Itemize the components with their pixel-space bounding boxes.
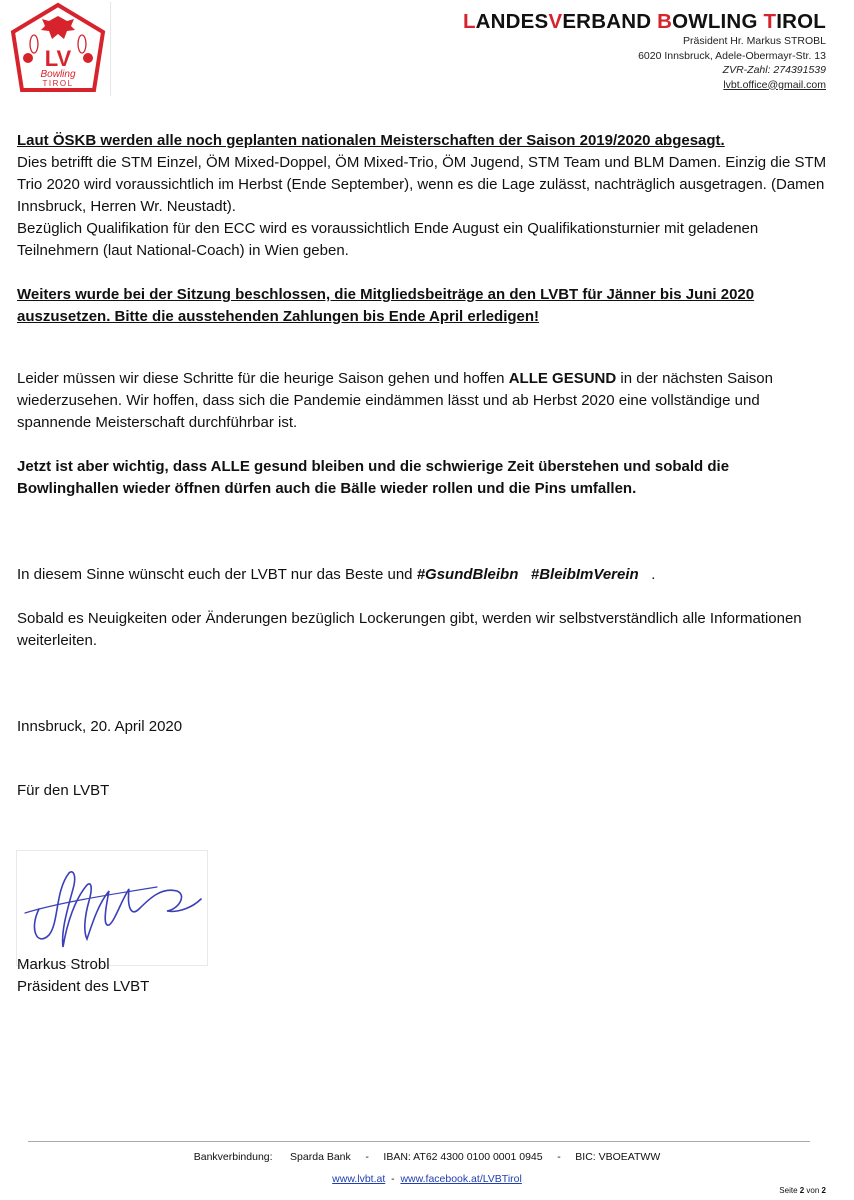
- title-initial-red: V: [548, 10, 563, 33]
- paragraph-affected-championships: Dies betrifft die STM Einzel, ÖM Mixed-Doppel, ÖM Mixed-Trio, ÖM Jugend, STM Team und BLM Damen. Einzig die STM Trio 2020 wird voraussichtlich im Herbst (Ende September), wenn es die Lage zulässt, nachträglich ausgetragen. (Damen Innsbruck, Herren Wr. Neustadt).: [17, 154, 827, 215]
- svg-text:LV: LV: [44, 46, 72, 71]
- footer-bank-details: Bankverbindung: Sparda Bank - IBAN: AT62 4300 0100 0001 0945 - BIC: VBOEATWW: [193, 1151, 661, 1163]
- facebook-link[interactable]: www.facebook.at/LVBTirol: [400, 1173, 522, 1185]
- title-text: ANDES: [475, 10, 549, 33]
- logo-pentagon-icon: [6, 2, 110, 96]
- svg-text:Bowling: Bowling: [40, 69, 76, 80]
- svg-text:TIROL: TIROL: [42, 79, 74, 88]
- title-initial-red: L: [462, 10, 476, 33]
- title-text: ERBAND: [562, 10, 658, 33]
- paragraph-hope-bold: ALLE GESUND: [508, 370, 617, 387]
- signer-name: Markus Strobl: [17, 956, 110, 973]
- email-link[interactable]: lvbt.office@gmail.com: [723, 78, 826, 91]
- wishes-text: In diesem Sinne wünscht euch der LVBT nur das Beste und: [17, 566, 417, 583]
- page-label: Seite: [779, 1186, 800, 1195]
- page-current: 2: [799, 1186, 805, 1195]
- footer-links: [0, 1173, 854, 1185]
- paragraph-hope-text-1: Leider müssen wir diese Schritte für die heurige Saison gehen und hoffen: [17, 370, 509, 387]
- place-date: Innsbruck, 20. April 2020: [17, 718, 183, 735]
- organization-header: [463, 10, 826, 92]
- heading-cancellation: Laut ÖSKB werden alle noch geplanten nationalen Meisterschaften der Saison 2019/2020 abgesagt.: [17, 132, 725, 149]
- page-number: [779, 1186, 826, 1195]
- paragraph-wishes: [17, 564, 829, 586]
- wishes-hashtags: #GsundBleibn #BleibImVerein: [416, 566, 639, 583]
- president-line: Präsident Hr. Markus STROBL: [683, 35, 826, 47]
- website-link[interactable]: www.lvbt.at: [332, 1173, 386, 1185]
- wishes-end: .: [638, 566, 656, 583]
- signature-image: [16, 850, 208, 966]
- zvr-number: ZVR-Zahl: 274391539: [722, 64, 826, 76]
- paragraph-ecc-qualification: Bezüglich Qualifikation für den ECC wird es voraussichtlich Ende August ein Qualifikationsturnier mit geladenen Teilnehmern (laut National-Coach) in Wien geben.: [17, 220, 759, 259]
- signature-scribble-icon: [17, 851, 207, 965]
- lvbt-logo: [6, 2, 111, 96]
- footer-link-separator: -: [385, 1173, 401, 1185]
- paragraph-stay-healthy: Jetzt ist aber wichtig, dass ALLE gesund bleiben und die schwierige Zeit überstehen und sobald die Bowlinghallen wieder öffnen dürfen auch die Bälle wieder rollen und die Pins umfallen.: [17, 458, 730, 497]
- paragraph-hope: [17, 368, 829, 434]
- heading-membership-fees: Weiters wurde bei der Sitzung beschlossen, die Mitgliedsbeiträge an den LVBT für Jänner bis Juni 2020 auszusetzen. Bitte die ausstehenden Zahlungen bis Ende April erledigen!: [17, 286, 755, 325]
- signer-title: Präsident des LVBT: [17, 978, 150, 995]
- title-text: OWLING: [672, 10, 764, 33]
- organization-title: [463, 10, 826, 34]
- address-line: 6020 Innsbruck, Adele-Obermayr-Str. 13: [638, 49, 826, 62]
- page-of: von: [804, 1186, 822, 1195]
- signature-for: Für den LVBT: [17, 782, 110, 799]
- page-total: 2: [821, 1186, 826, 1195]
- title-text: IROL: [776, 10, 826, 33]
- title-initial-red: T: [763, 10, 777, 33]
- title-initial-red: B: [657, 10, 673, 33]
- footer-divider: [28, 1141, 810, 1142]
- paragraph-hope-text-2: in der nächsten Saison wiederzusehen. Wir hoffen, dass sich die Pandemie eindämmen lässt und ab Herbst 2020 eine vollständige und spannende Meisterschaft durchführbar ist.: [17, 370, 773, 431]
- paragraph-news: Sobald es Neuigkeiten oder Änderungen bezüglich Lockerungen gibt, werden wir selbstverständlich alle Informationen weiterleiten.: [17, 610, 802, 649]
